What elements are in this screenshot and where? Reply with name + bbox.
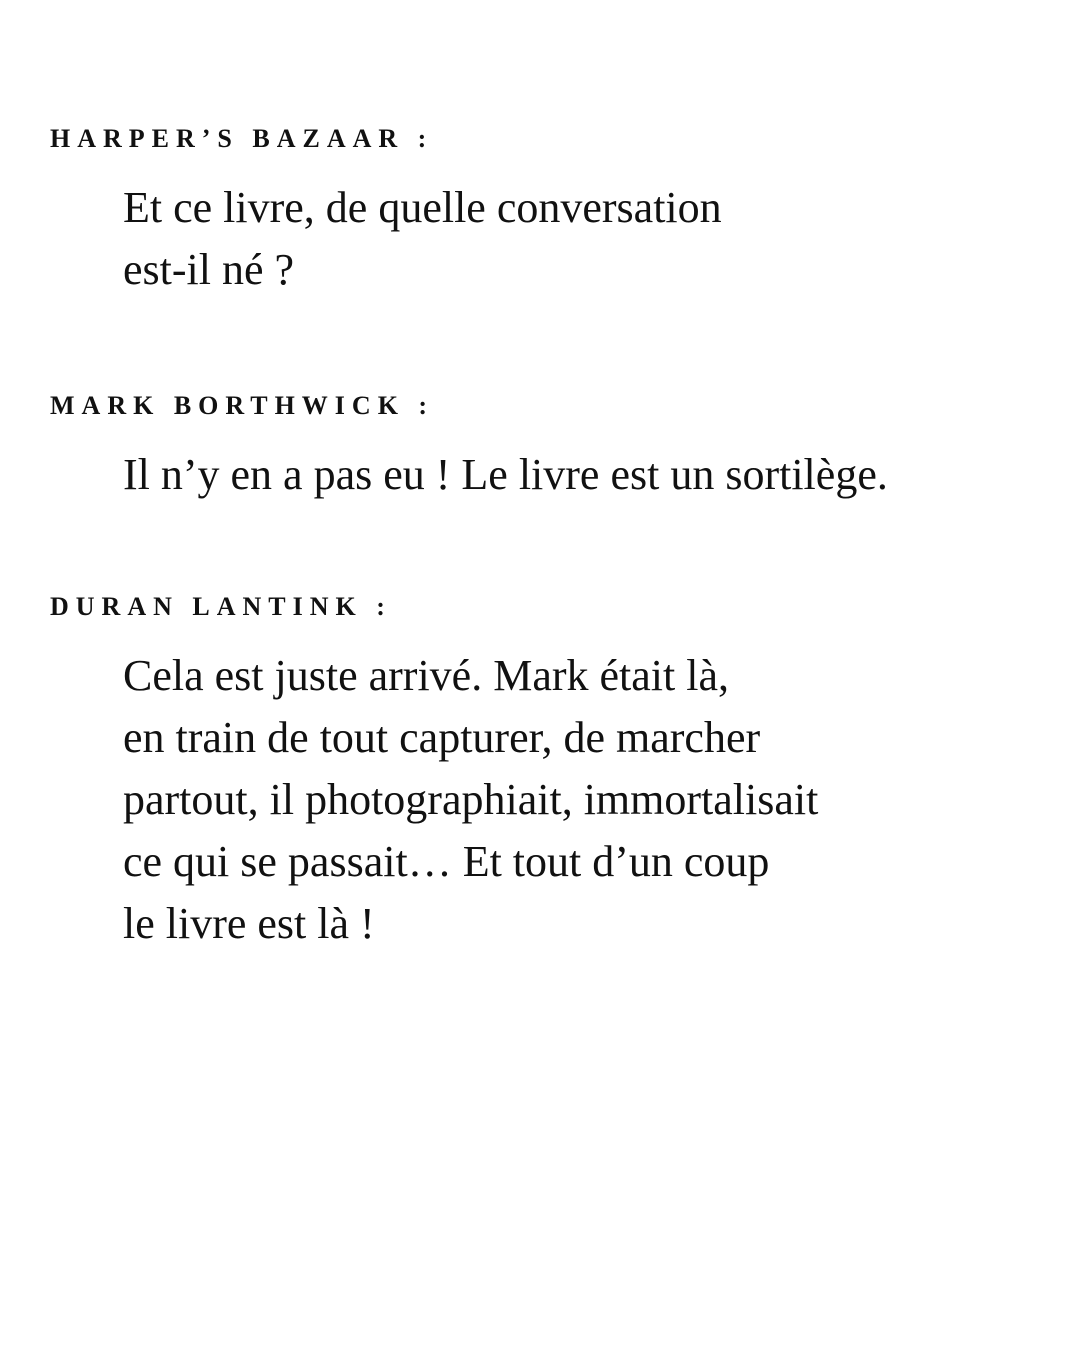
speech-line: partout, il photographiait, immortalisait (123, 775, 819, 824)
speech-text (123, 645, 1063, 955)
speech-line: ce qui se passait… Et tout d’un coup (123, 837, 770, 886)
speaker-name: MARK BORTHWICK : (50, 391, 435, 420)
speech-line: Cela est juste arrivé. Mark était là, (123, 651, 729, 700)
speech-line: est-il né ? (123, 245, 295, 294)
speaker-name: DURAN LANTINK : (50, 592, 392, 621)
speech-line: en train de tout capturer, de marcher (123, 713, 761, 762)
speaker-name: HARPER’S BAZAAR : (50, 124, 434, 153)
speech-line: Et ce livre, de quelle conversation (123, 183, 722, 232)
speech-line: Il n’y en a pas eu ! Le livre est un sortilège. (123, 450, 888, 499)
speech-text (123, 177, 1063, 301)
speech-text (123, 444, 1063, 506)
speech-line: le livre est là ! (123, 899, 375, 948)
